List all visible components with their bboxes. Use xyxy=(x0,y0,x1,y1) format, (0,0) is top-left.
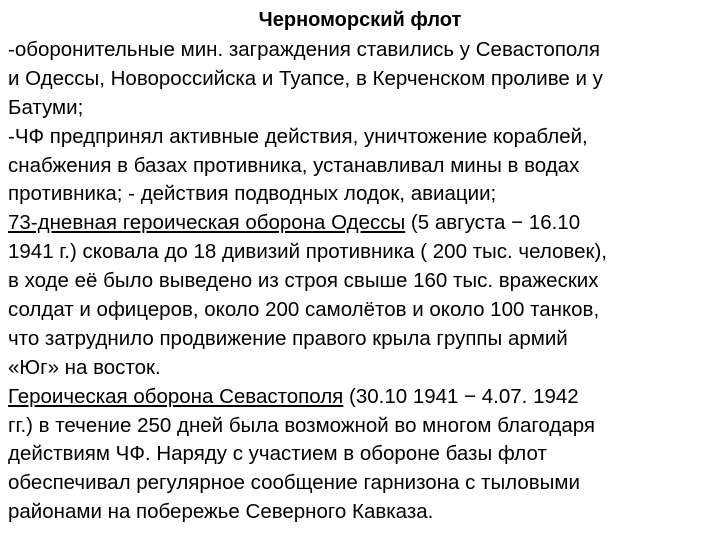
text-line: солдат и офицеров, около 200 самолётов и около 100 танков, xyxy=(8,298,600,322)
text-line: -оборонительные мин. заграждения ставились у Севастополя xyxy=(8,38,600,61)
body-text xyxy=(8,36,716,527)
text-line: и Одессы, Новороссийска и Туапсе, в Керченском проливе и у xyxy=(8,66,603,90)
text-line: что затруднило продвижение правого крыла группы армий xyxy=(8,326,568,350)
text-line: обеспечивал регулярное сообщение гарнизона с тыловыми xyxy=(8,471,580,495)
text-line: «Юг» на восток. xyxy=(8,355,161,379)
text-line: районами на побережье Северного Кавказа. xyxy=(8,500,434,524)
odessa-dates: (5 августа − 16.10 xyxy=(405,211,581,235)
sevastopol-defense-heading: Героическая оборона Севастополя xyxy=(8,384,344,408)
odessa-defense-heading: 73-дневная героическая оборона Одессы xyxy=(8,211,406,235)
sevastopol-heading-line xyxy=(8,383,716,412)
odessa-heading-line xyxy=(8,209,716,238)
text-line: действиям ЧФ. Наряду с участием в обороне базы флот xyxy=(8,442,547,466)
text-line: Батуми; xyxy=(8,95,84,119)
slide-title: Черноморский флот xyxy=(258,9,462,31)
text-line: в ходе её было выведено из строя свыше 160 тыс. вражеских xyxy=(8,269,599,293)
sevastopol-dates: (30.10 1941 − 4.07. 1942 xyxy=(343,384,579,408)
text-line: гг.) в течение 250 дней была возможной во многом благодаря xyxy=(8,413,596,437)
text-line: противника; - действия подводных лодок, авиации; xyxy=(8,182,497,206)
text-line: -ЧФ предпринял активные действия, уничтожение кораблей, xyxy=(8,124,588,148)
text-line: 1941 г.) сковала до 18 дивизий противника ( 200 тыс. человек), xyxy=(8,240,607,264)
text-line: снабжения в базах противника, устанавливал мины в водах xyxy=(8,153,580,177)
